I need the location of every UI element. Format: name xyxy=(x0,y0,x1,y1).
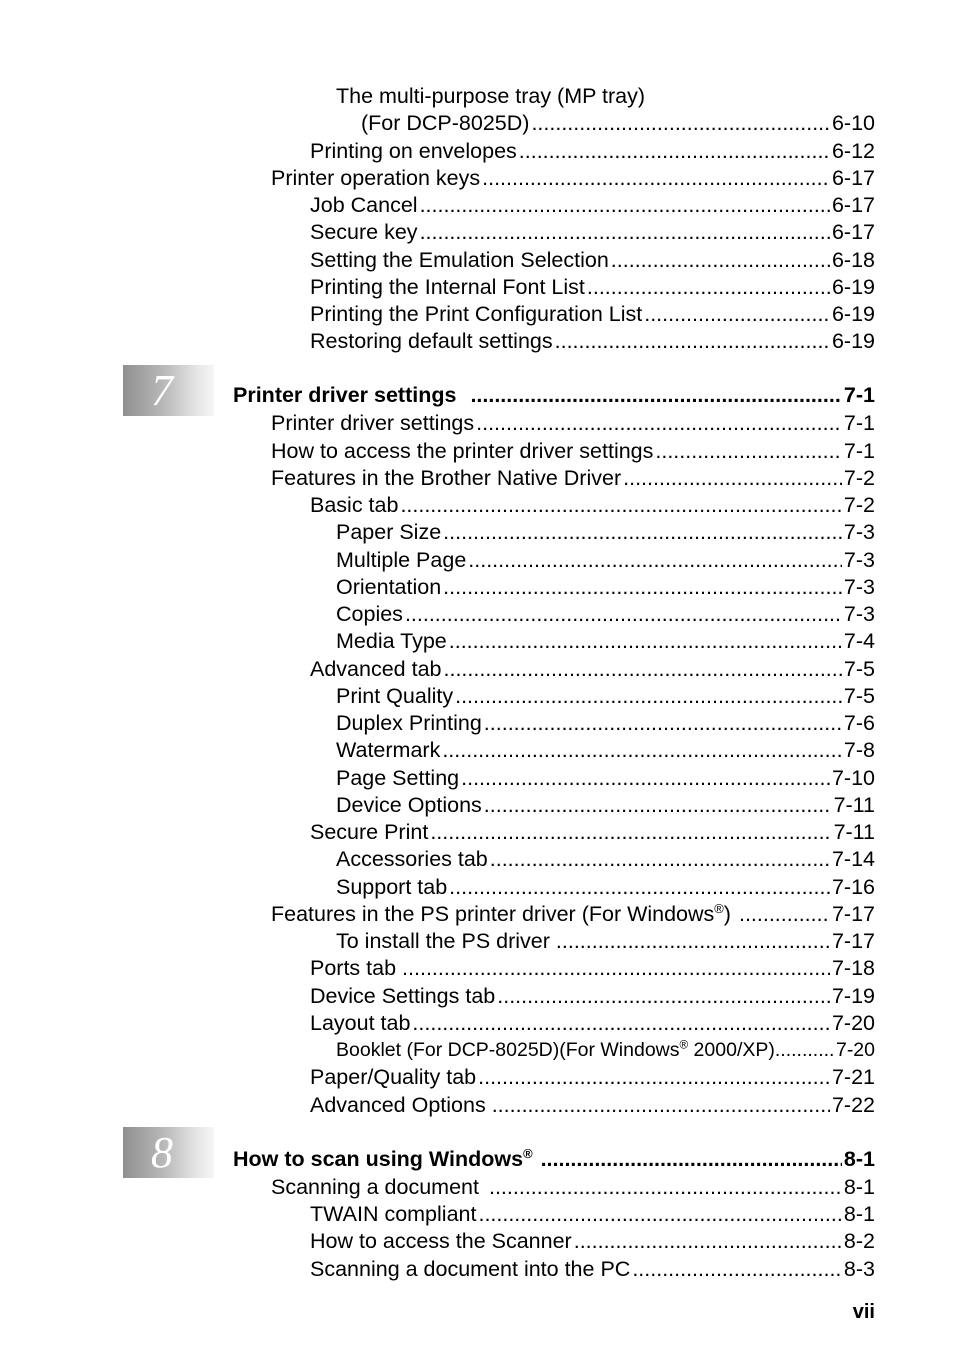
toc-entry-title: Print Quality xyxy=(336,684,454,708)
toc-entry-page: 7-2 xyxy=(843,493,875,517)
toc-entry-page: 7-11 xyxy=(833,820,875,844)
toc-entry-page: 7-1 xyxy=(843,383,875,407)
dot-leader xyxy=(587,274,830,301)
toc-entry-page: 7-2 xyxy=(843,466,875,490)
toc-entry-page: 8-1 xyxy=(843,1147,875,1171)
dot-leader xyxy=(541,1146,842,1173)
toc-entry-title: Printing the Print Configuration List xyxy=(310,302,643,326)
toc-entry xyxy=(310,301,875,328)
toc-entry-title: Copies xyxy=(336,602,403,626)
dot-leader xyxy=(449,874,830,901)
toc-entry-title: Printing the Internal Font List xyxy=(310,275,585,299)
toc-entry xyxy=(336,547,875,574)
chapter-tab-8 xyxy=(123,1127,214,1178)
toc-entry-title: Accessories tab xyxy=(336,847,488,871)
toc-entry-page: 7-20 xyxy=(835,1039,875,1061)
toc-entry xyxy=(271,410,875,437)
toc-entry-title: Page Setting xyxy=(336,766,460,790)
toc-entry-title: To install the PS driver xyxy=(336,929,550,953)
dot-leader xyxy=(482,165,830,192)
toc-entry xyxy=(336,601,875,628)
toc-chapter-heading xyxy=(233,382,875,409)
toc-entry-page: 6-17 xyxy=(831,166,875,190)
toc-entry-title: Printing on envelopes xyxy=(310,139,517,163)
toc-entry-title: Features in the Brother Native Driver xyxy=(271,466,622,490)
toc-entry xyxy=(310,1092,875,1119)
toc-entry xyxy=(336,1037,875,1064)
dot-leader xyxy=(461,765,830,792)
toc-entry xyxy=(310,138,875,165)
dot-leader xyxy=(405,601,842,628)
toc-entry-page: 6-10 xyxy=(831,111,875,135)
dot-leader xyxy=(492,1092,830,1119)
toc-entry xyxy=(310,656,875,683)
chapter-tab-7 xyxy=(123,365,214,416)
toc-entry-title: Device Settings tab xyxy=(310,984,496,1008)
toc-entry-title: Restoring default settings xyxy=(310,329,553,353)
toc-entry-title: Media Type xyxy=(336,629,447,653)
toc-entry-page: 7-22 xyxy=(831,1093,875,1117)
toc-entry-page: 6-19 xyxy=(831,329,875,353)
dot-leader xyxy=(443,574,842,601)
dot-leader xyxy=(455,683,842,710)
toc-entry-page: 7-21 xyxy=(831,1065,875,1089)
toc-entry-page: 7-8 xyxy=(843,738,875,762)
toc-entry-page: 6-18 xyxy=(831,248,875,272)
dot-leader xyxy=(519,138,830,165)
toc-entry xyxy=(336,737,875,764)
toc-entry-page: 7-5 xyxy=(843,657,875,681)
toc-entry xyxy=(310,983,875,1010)
toc-entry xyxy=(310,1064,875,1091)
toc-entry xyxy=(310,328,875,355)
toc-entry-title: Support tab xyxy=(336,875,448,899)
dot-leader xyxy=(476,410,842,437)
dot-leader xyxy=(442,737,842,764)
toc-entry-page: 7-17 xyxy=(831,929,875,953)
dot-leader xyxy=(655,438,842,465)
dot-leader xyxy=(402,955,830,982)
toc-entry-page: 6-17 xyxy=(831,220,875,244)
toc-entry-title: Job Cancel xyxy=(310,193,418,217)
chapter-number: 8 xyxy=(151,1128,173,1177)
toc-entry-page: 7-3 xyxy=(843,575,875,599)
toc-pre-line: The multi-purpose tray (MP tray) xyxy=(336,84,646,108)
dot-leader xyxy=(644,301,830,328)
toc-entry-title: Device Options xyxy=(336,793,482,817)
toc-entry-page: 7-18 xyxy=(831,956,875,980)
toc-entry xyxy=(336,628,875,655)
toc-entry-page: 7-3 xyxy=(843,520,875,544)
dot-leader xyxy=(478,1201,841,1228)
toc-entry-page: 7-6 xyxy=(843,711,875,735)
toc-chapter-heading xyxy=(233,1146,875,1173)
toc-entry-title: Paper Size xyxy=(336,520,442,544)
dot-leader xyxy=(611,247,830,274)
dot-leader xyxy=(632,1256,842,1283)
toc-entry xyxy=(271,165,875,192)
toc-entry-title: Printer driver settings xyxy=(271,411,475,435)
toc-entry-title-text: How to scan using Windows xyxy=(233,1147,524,1171)
dot-leader xyxy=(531,110,830,137)
toc-entry-title: Setting the Emulation Selection xyxy=(310,248,609,272)
toc-entry-page: 7-3 xyxy=(843,602,875,626)
toc-entry-title: Ports tab xyxy=(310,956,397,980)
toc-entry-title: How to access the printer driver settings xyxy=(271,439,654,463)
toc-entry-title: Multiple Page xyxy=(336,548,467,572)
toc-entry-title-text: Features in the PS printer driver (For Windows xyxy=(271,902,715,926)
toc-entry-page: 7-20 xyxy=(831,1011,875,1035)
toc-entry-page: 7-4 xyxy=(843,629,875,653)
toc-entry xyxy=(310,274,875,301)
dot-leader xyxy=(449,628,842,655)
dot-leader xyxy=(430,819,831,846)
toc-entry xyxy=(271,438,875,465)
dot-leader xyxy=(490,846,830,873)
toc-entry-title: Printer operation keys xyxy=(271,166,481,190)
toc-entry xyxy=(361,110,875,137)
toc-entry-page: 6-19 xyxy=(831,275,875,299)
toc-entry-title-suffix: 2000/XP) xyxy=(688,1039,775,1061)
toc-entry-page: 7-10 xyxy=(831,766,875,790)
toc-entry-title: Advanced Options xyxy=(310,1093,486,1117)
footer-page-number: vii xyxy=(852,1301,875,1323)
dot-leader xyxy=(497,983,830,1010)
toc-entry-title: Basic tab xyxy=(310,493,399,517)
toc-entry-title: Secure Print xyxy=(310,820,429,844)
toc-entry-title: Advanced tab xyxy=(310,657,442,681)
toc-entry-title: TWAIN compliant xyxy=(310,1202,477,1226)
toc-entry-title xyxy=(336,1037,775,1064)
dot-leader xyxy=(775,1037,836,1064)
toc-entry xyxy=(336,874,875,901)
toc-entry-title: Layout tab xyxy=(310,1011,411,1035)
dot-leader xyxy=(468,547,842,574)
toc-entry xyxy=(310,192,875,219)
dot-leader xyxy=(739,901,830,928)
toc-entry-title xyxy=(271,901,731,928)
toc-entry-title: Orientation xyxy=(336,575,442,599)
toc-entry xyxy=(271,465,875,492)
toc-entry-title: Duplex Printing xyxy=(336,711,482,735)
dot-leader xyxy=(555,328,830,355)
chapter-number: 7 xyxy=(151,366,173,415)
toc-entry xyxy=(310,492,875,519)
dot-leader xyxy=(444,656,842,683)
toc-entry-page: 7-1 xyxy=(843,439,875,463)
toc-entry xyxy=(336,765,875,792)
toc-entry-title: How to access the Scanner xyxy=(310,1229,572,1253)
toc-entry-page: 8-2 xyxy=(843,1229,875,1253)
toc-entry-page: 8-3 xyxy=(843,1257,875,1281)
dot-leader xyxy=(484,792,832,819)
dot-leader xyxy=(420,192,830,219)
toc-entry-page: 6-19 xyxy=(831,302,875,326)
toc-entry-title: Printer driver settings xyxy=(233,383,457,407)
dot-leader xyxy=(489,1174,842,1201)
toc-entry xyxy=(336,574,875,601)
toc-entry-title-suffix: ) xyxy=(723,902,731,926)
toc-entry xyxy=(310,219,875,246)
toc-entry xyxy=(271,901,875,928)
toc-entry-page: 8-1 xyxy=(843,1202,875,1226)
registered-mark: ® xyxy=(679,1038,689,1052)
toc-entry-title: Paper/Quality tab xyxy=(310,1065,477,1089)
toc-entry xyxy=(310,1010,875,1037)
toc-entry-page: 6-17 xyxy=(831,193,875,217)
toc-entry xyxy=(336,683,875,710)
toc-entry-page: 7-3 xyxy=(843,548,875,572)
toc-entry xyxy=(336,710,875,737)
toc-entry xyxy=(310,955,875,982)
toc-entry xyxy=(271,1174,875,1201)
dot-leader xyxy=(478,1064,830,1091)
toc-entry xyxy=(310,1256,875,1283)
registered-mark: ® xyxy=(714,900,724,916)
dot-leader xyxy=(412,1010,830,1037)
dot-leader xyxy=(574,1228,842,1255)
toc-entry-page: 7-5 xyxy=(843,684,875,708)
toc-entry-page: 7-14 xyxy=(831,847,875,871)
toc-entry-page: 8-1 xyxy=(843,1175,875,1199)
toc-entry xyxy=(310,247,875,274)
dot-leader xyxy=(443,519,842,546)
dot-leader xyxy=(556,928,830,955)
toc-entry xyxy=(336,519,875,546)
dot-leader xyxy=(400,492,841,519)
toc-entry-title-text: Booklet (For DCP-8025D)(For Windows xyxy=(336,1039,680,1061)
toc-entry xyxy=(336,792,875,819)
dot-leader xyxy=(623,465,842,492)
dot-leader xyxy=(470,382,841,409)
toc-entry-page: 7-17 xyxy=(831,902,875,926)
toc-entry-title: Scanning a document into the PC xyxy=(310,1257,631,1281)
registered-mark: ® xyxy=(523,1145,533,1161)
toc-entry-title: Watermark xyxy=(336,738,441,762)
toc-entry-page: 7-11 xyxy=(833,793,875,817)
toc-entry-title xyxy=(233,1146,533,1173)
toc-entry xyxy=(310,1201,875,1228)
toc-entry-title: (For DCP-8025D) xyxy=(361,111,530,135)
toc-entry xyxy=(336,846,875,873)
dot-leader xyxy=(420,219,830,246)
toc-entry-page: 7-1 xyxy=(843,411,875,435)
dot-leader xyxy=(484,710,842,737)
toc-entry-title: Secure key xyxy=(310,220,418,244)
toc-entry xyxy=(336,928,875,955)
toc-entry-page: 6-12 xyxy=(831,139,875,163)
toc-entry-title: Scanning a document xyxy=(271,1175,479,1199)
toc-entry xyxy=(310,819,875,846)
toc-entry-page: 7-19 xyxy=(831,984,875,1008)
toc-entry-page: 7-16 xyxy=(831,875,875,899)
toc-entry xyxy=(310,1228,875,1255)
